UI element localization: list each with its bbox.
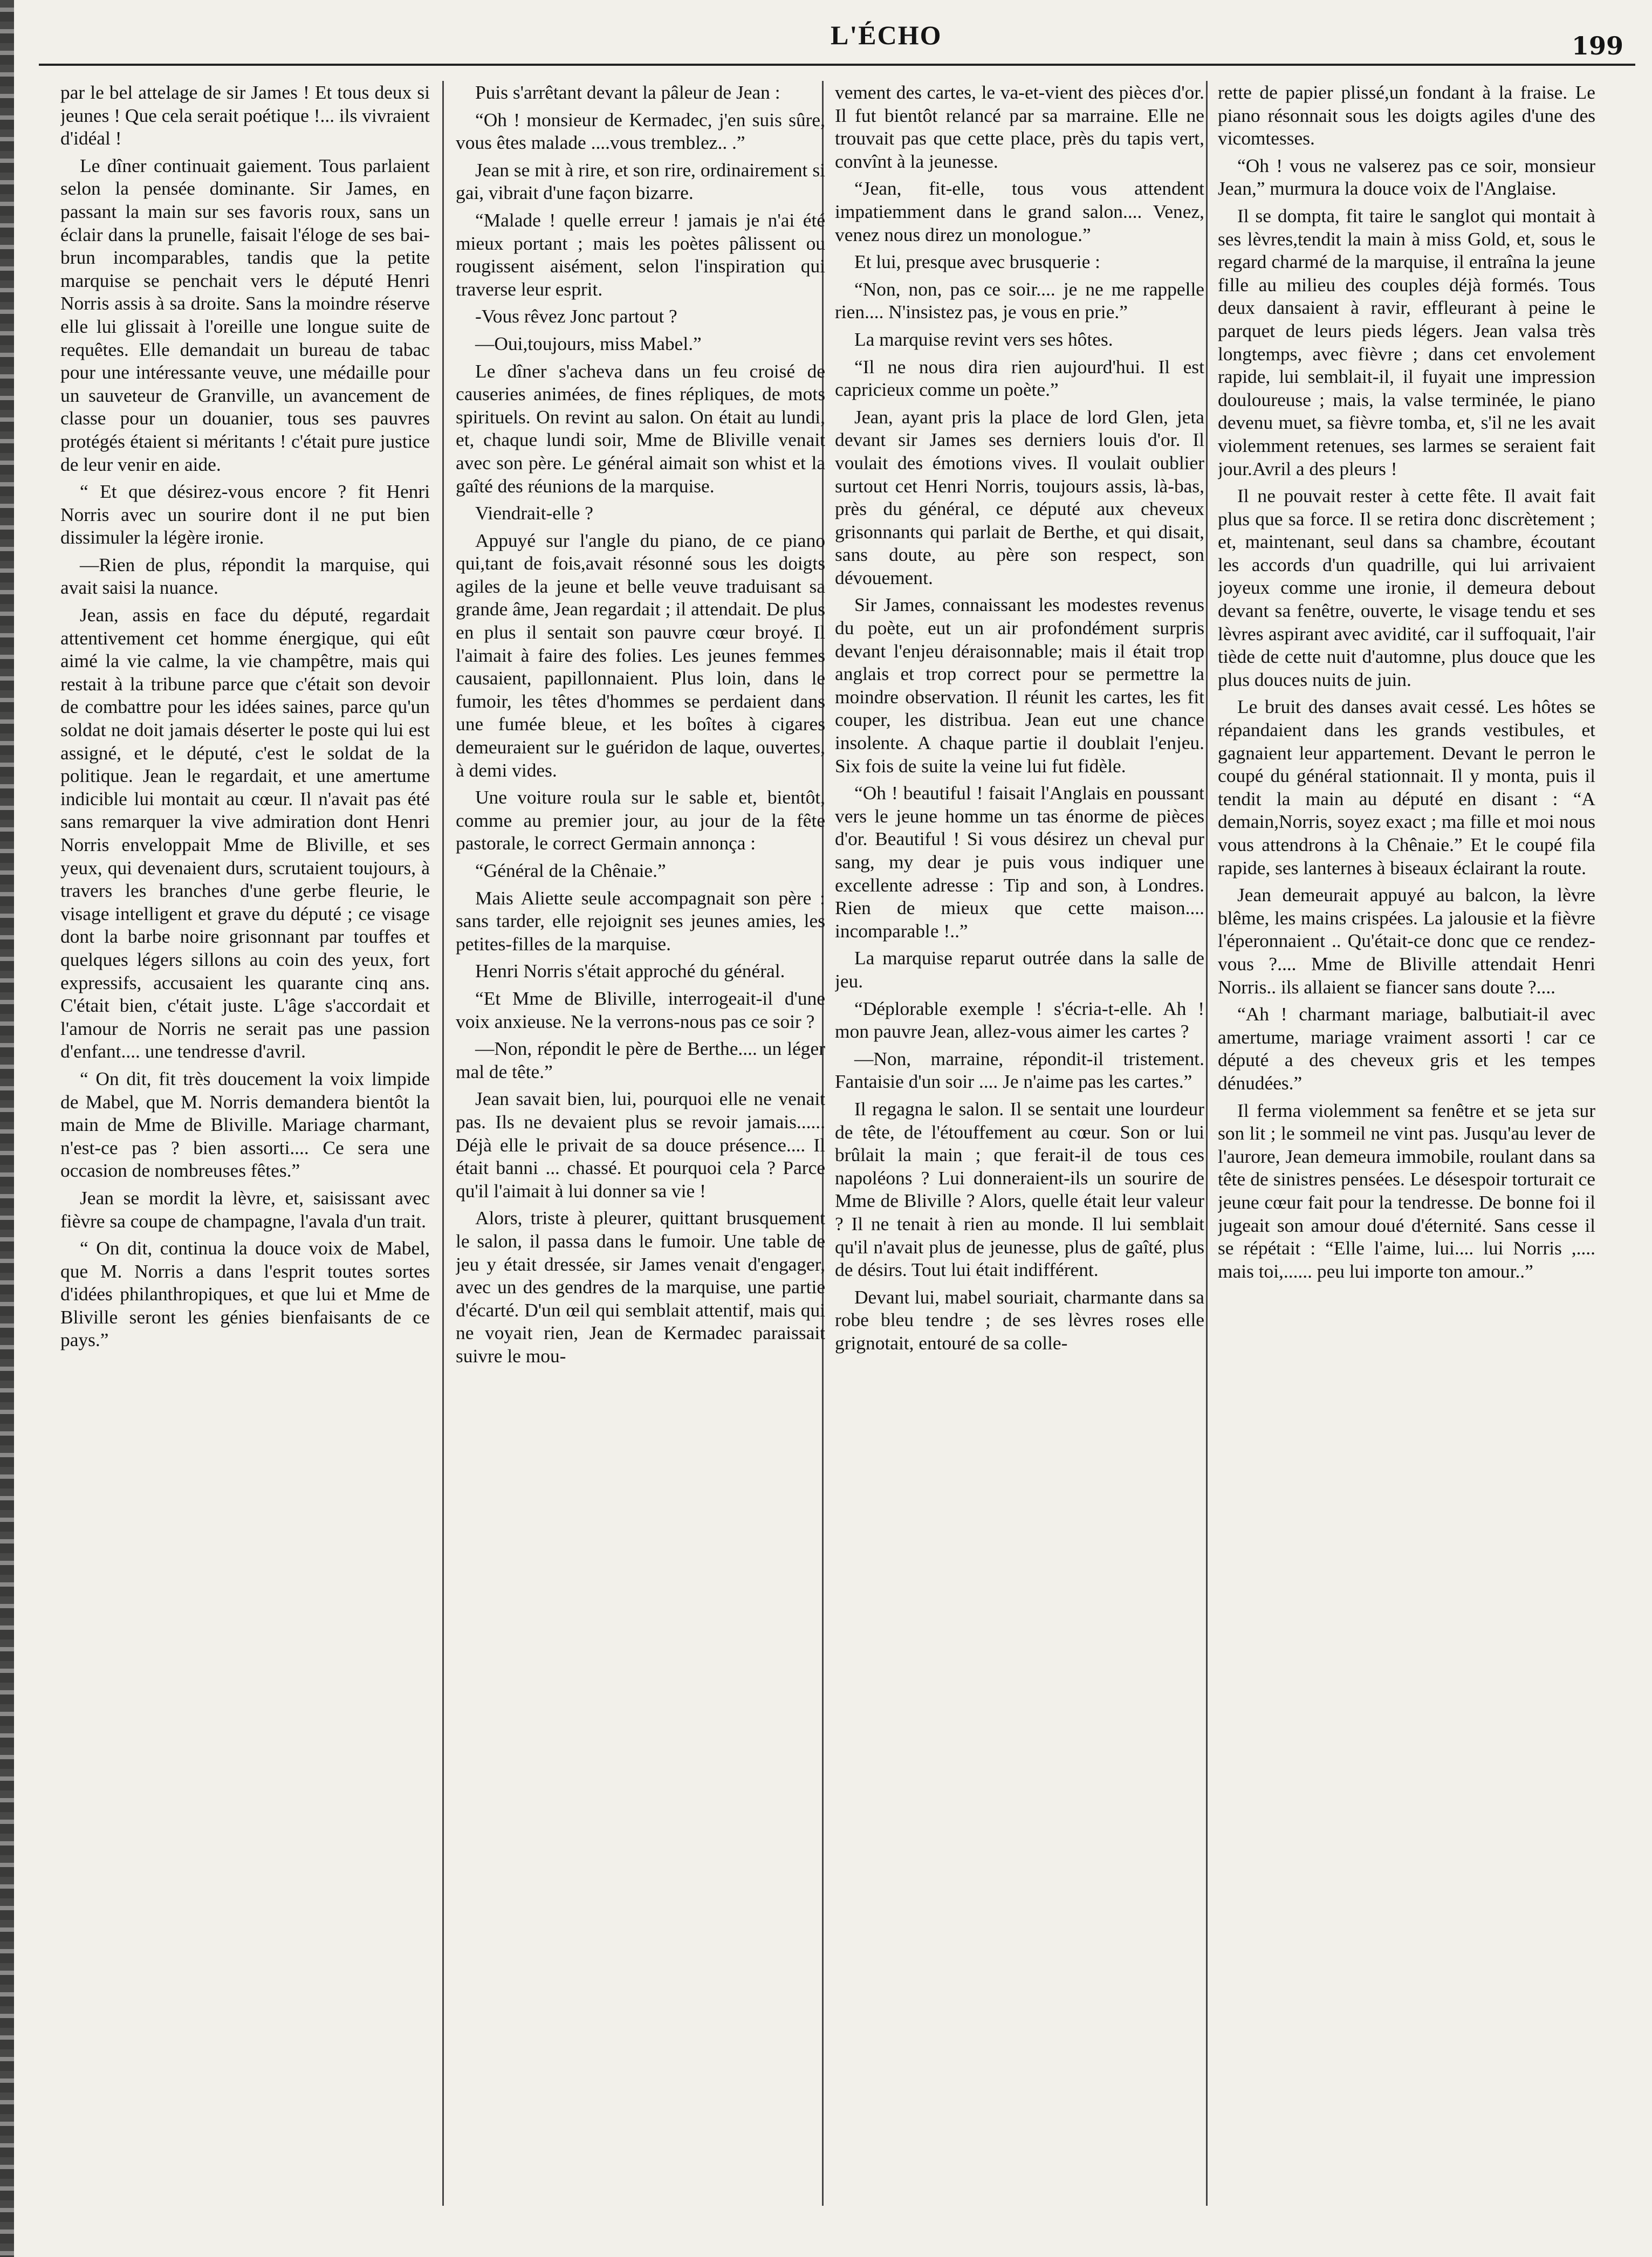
paragraph: Le bruit des danses avait cessé. Les hôtes se répandaient dans les grands vestibules, et gagnaient leur appartement. Devant le perron le coupé du général stationnait. Il y monta, puis il tendit la main au député en disant : “A demain,Norris, soyez exact ; ma fille et moi nous vous attendrons à la Chênaie.” Et le coupé fila rapide, ses lanternes à biseaux éclairant la route. [1218,696,1595,879]
paragraph: —Non, répondit le père de Berthe.... un léger mal de tête.” [456,1038,825,1082]
paragraph: Alors, triste à pleurer, quittant brusquement le salon, il passa dans le fumoir. Une table de jeu y était dressée, sir James venait d'engager, avec un des gendres de la marquise, une partie d'écarté. D'un œil qui semblait attentif, mais qui ne voyait rien, Jean de Kermadec paraissait suivre le mou- [456,1207,825,1367]
paragraph: Mais Aliette seule accompagnait son père : sans tarder, elle rejoignit ses jeunes amies, les petites-filles de la marquise. [456,887,825,955]
paragraph: “Ah ! charmant mariage, balbutiait-il avec amertume, mariage vraiment assorti ! car ce député a des cheveux gris et les tempes dénudées.” [1218,1003,1595,1094]
paragraph: vement des cartes, le va-et-vient des pièces d'or. Il fut bientôt relancé par sa marraine. Elle ne trouvait pas que cette place, près du tapis vert, convînt à la jeunesse. [835,81,1204,172]
paragraph: “ On dit, fit très doucement la voix limpide de Mabel, que M. Norris demandera bientôt la main de Mme de Bliville. Mariage charmant, n'est-ce pas ? bien assorti.... Ce sera une occasion de nombreuses fêtes.” [60,1067,430,1182]
paragraph: “Malade ! quelle erreur ! jamais je n'ai été mieux portant ; mais les poètes pâlissent ou rougissent aisément, selon l'inspiration qui traverse leur esprit. [456,209,825,300]
paragraph: Jean demeurait appuyé au balcon, la lèvre blême, les mains crispées. La jalousie et la fièvre l'éperonnaient .. Qu'était-ce donc que ce rendez-vous ?.... Mme de Bliville attendait Henri Norris.. ils allaient se fiancer sans doute ?.... [1218,884,1595,998]
page-header [32,10,1640,64]
paragraph: “Non, non, pas ce soir.... je ne me rappelle rien.... N'insistez pas, je vous en prie.” [835,278,1204,323]
column-separator [1206,81,1208,2206]
page-title: L'ÉCHO [831,20,942,50]
paragraph: Jean, ayant pris la place de lord Glen, jeta devant sir James ses derniers louis d'or. Il voulait des émotions vives. Il voulait oublier surtout cet Henri Norris, toujours assis, là-bas, près du général, ce député aux cheveux grisonnants qui parlait de Berthe, et qui disait, sans doute, au père son respect, son dévouement. [835,406,1204,588]
paragraph: Sir James, connaissant les modestes revenus du poète, eut un air profondément surpris devant l'enjeu déraisonnable; mais il était trop anglais et trop correct pour se permettre la moindre observation. Il réunit les cartes, les fit couper, les distribua. Jean eut une chance insolente. A chaque partie il doublait l'enjeu. Six fois de suite la veine lui fut fidèle. [835,594,1204,777]
column-separator [442,81,444,2206]
paragraph: “Déplorable exemple ! s'écria-t-elle. Ah ! mon pauvre Jean, allez-vous aimer les cartes ? [835,997,1204,1042]
paragraph: Jean se mordit la lèvre, et, saisissant avec fièvre sa coupe de champagne, l'avala d'un trait. [60,1186,430,1232]
paragraph: Il regagna le salon. Il se sentait une lourdeur de tête, de l'étouffement au cœur. Son or lui brûlait la main ; que ferait-il de tous ces napoléons ? Lui donneraient-ils un sourire de Mme de Bliville ? Alors, quelle était leur valeur ? Il ne tenait à rien au monde. Il lui semblait qu'il n'avait plus de jeunesse, plus de gaîté, plus de désirs. Tout lui était indifférent. [835,1097,1204,1281]
header-rule [39,64,1635,66]
paragraph: Et lui, presque avec brusquerie : [854,251,1100,273]
paragraph: “Il ne nous dira rien aujourd'hui. Il est capricieux comme un poète.” [835,355,1204,401]
paragraph: -Vous rêvez Jonc partout ? [475,305,677,327]
page-binding-edge [0,0,14,2257]
paragraph: —Rien de plus, répondit la marquise, qui avait saisi la nuance. [60,553,430,599]
page-number: 199 [1571,31,1623,60]
paragraph: “ On dit, continua la douce voix de Mabel, que M. Norris a dans l'esprit toutes sortes d'idées philanthropiques, et que lui et Mme de Bliville seront les génies bienfaisants de ce pays.” [60,1237,430,1351]
paragraph: “Oh ! monsieur de Kermadec, j'en suis sûre, vous êtes malade ....vous tremblez.. .” [456,108,825,154]
text-column-1 [60,81,430,2233]
paragraph: Le dîner continuait gaiement. Tous parlaient selon la pensée dominante. Sir James, en passant la main sur ses favoris roux, sans un éclair dans la prunelle, faisait l'éloge de ses bai-brun incomparables, tandis que la petite marquise se penchait vers le député Henri Norris assis à sa droite. Sans la moindre réserve elle lui glissait à l'oreille une longue suite de requêtes. Elle demandait un bureau de tabac pour une intéressante veuve, une médaille pour un sauveteur de Granville, un avancement de classe pour un douanier, tous ses pauvres protégés étaient si méritants ! c'était pure justice de leur venir en aide. [60,154,430,475]
paragraph: Il ferma violemment sa fenêtre et se jeta sur son lit ; le sommeil ne vint pas. Jusqu'au lever de l'aurore, Jean demeura immobile, roulant dans sa tête de sinistres pensées. Le désespoir torturait ce jeune cœur fait pour la tendresse. De bonne foi il jugeait son amour doué d'éternité. Sans cesse il se répétait : “Elle l'aime, lui.... lui Norris ,.... mais toi,...... peu lui importe ton amour..” [1218,1099,1595,1282]
paragraph: “Jean, fit-elle, tous vous attendent impatiemment dans le grand salon.... Venez, venez nous direz un monologue.” [835,177,1204,245]
paragraph: Il se dompta, fit taire le sanglot qui montait à ses lèvres,tendit la main à miss Gold, et, sous le regard charmé de la marquise, il entraîna la jeune fille au milieu des couples déjà formés. Tous deux dansaient à ravir, effleurant à peine le parquet de leurs pieds légers. Jean valsa très longtemps, avec fièvre ; dans cet envolement rapide, lui semblait-il, il fuyait une impression douloureuse ; mais, la valse terminée, le piano devenu muet, sa fièvre tomba, et, s'il ne les avait violemment retenues, ses larmes se seraient fait jour.Avril a des pleurs ! [1218,204,1595,479]
paragraph: “Oh ! vous ne valserez pas ce soir, monsieur Jean,” murmura la douce voix de l'Anglaise. [1218,154,1595,200]
text-column-4 [1218,81,1595,2233]
paragraph: par le bel attelage de sir James ! Et tous deux si jeunes ! Que cela serait poétique !... ils vivraient d'idéal ! [60,81,430,149]
paragraph: “ Et que désirez-vous encore ? fit Henri Norris avec un sourire dont il ne put bien dissimuler la légère ironie. [60,481,430,548]
text-column-3 [835,81,1204,2233]
text-column-2 [456,81,825,2233]
paragraph: Il ne pouvait rester à cette fête. Il avait fait plus que sa force. Il se retira donc discrètement ; et, maintenant, seul dans sa chambre, écoutant les accords d'un quadrille, qui lui arrivaient joyeux comme une ironie, il demeura debout devant sa fenêtre, ouverte, le visage tendu et ses lèvres aspirant avec avidité, car il suffoquait, l'air tiède de cette nuit d'automne, plus douce que les plus douces nuits de juin. [1218,485,1595,690]
paragraph: Jean se mit à rire, et son rire, ordinairement si gai, vibrait d'une façon bizarre. [456,159,825,204]
paragraph: Viendrait-elle ? [475,502,593,524]
paragraph: Henri Norris s'était approché du général. [475,960,785,982]
paragraph: Appuyé sur l'angle du piano, de ce piano qui,tant de fois,avait résonné sous les doigts agiles de la jeune et belle veuve traduisant sa grande âme, Jean regardait ; il attendait. De plus en plus il sentait son pauvre cœur broyé. Il l'aimait à faire des folies. Les jeunes femmes causaient, papillonnaient. Plus loin, dans le fumoir, les têtes d'hommes se perdaient dans une fumée bleue, et les boîtes à cigares demeuraient sur le guéridon de laque, ouvertes, à demi vides. [456,529,825,781]
paragraph: “Et Mme de Bliville, interrogeait-il d'une voix anxieuse. Ne la verrons-nous pas ce soir ? [456,987,825,1032]
paragraph: —Non, marraine, répondit-il tristement. Fantaisie d'un soir .... Je n'aime pas les cartes.” [835,1047,1204,1093]
paragraph: Puis s'arrêtant devant la pâleur de Jean : [475,81,780,103]
paragraph: Une voiture roula sur le sable et, bientôt, comme au premier jour, au jour de la fête pastorale, le correct Germain annonça : [456,786,825,854]
paragraph: “Oh ! beautiful ! faisait l'Anglais en poussant vers le jeune homme un tas énorme de pièces d'or. Beautiful ! Si vous désirez un cheval pur sang, my dear je puis vous indiquer une excellente adresse : Tip and son, à Londres. Rien de mieux que cette maison.... incomparable !..” [835,782,1204,942]
paragraph: “Général de la Chênaie.” [475,860,666,881]
paragraph: rette de papier plissé,un fondant à la fraise. Le piano résonnait sous les doigts agiles d'une des vicomtesses. [1218,81,1595,149]
paragraph: —Oui,toujours, miss Mabel.” [475,332,702,354]
paragraph: Jean savait bien, lui, pourquoi elle ne venait pas. Ils ne devaient plus se revoir jamais...... Déjà elle le privait de sa douce présence.... Il était banni ... chassé. Et pourquoi cela ? Parce qu'il l'aimait à lui donner sa vie ! [456,1088,825,1202]
paragraph: Jean, assis en face du député, regardait attentivement cet homme énergique, qui eût aimé la vie calme, la vie champêtre, mais qui restait à la tribune parce que c'était son devoir de combattre pour les idées saines, parce qu'un soldat ne doit jamais déserter le poste qui lui est assigné, et le député, c'est le soldat de la politique. Jean le regardait, et une amertume indicible lui montait au cœur. Il n'avait pas été sans remarquer la vive admiration dont Henri Norris enveloppait Mme de Bliville, et ses yeux, qui devenaient durs, scrutaient toujours, à travers les branches d'une gerbe fleurie, le visage intelligent et grave du député ; ce visage dont la barbe noire grisonnant par touffes et quelques légers sillons au coin des yeux, fort expressifs, accusaient les quarante cinq ans. C'était bien, c'était juste. L'âge s'accordait et l'amour de Norris ne serait pas une passion d'enfant.... une tendresse d'avril. [60,604,430,1062]
paragraph: Le dîner s'acheva dans un feu croisé de causeries animées, de fines répliques, de mots spirituels. On revint au salon. On était au lundi, et, chaque lundi soir, Mme de Bliville venait avec son père. Le général aimait son whist et la gaîté des réunions de la marquise. [456,360,825,497]
paragraph: La marquise revint vers ses hôtes. [854,328,1113,350]
paragraph: La marquise reparut outrée dans la salle de jeu. [835,947,1204,992]
paragraph: Devant lui, mabel souriait, charmante dans sa robe bleu tendre ; de ses lèvres roses elle grignotait, entouré de sa colle- [835,1286,1204,1354]
